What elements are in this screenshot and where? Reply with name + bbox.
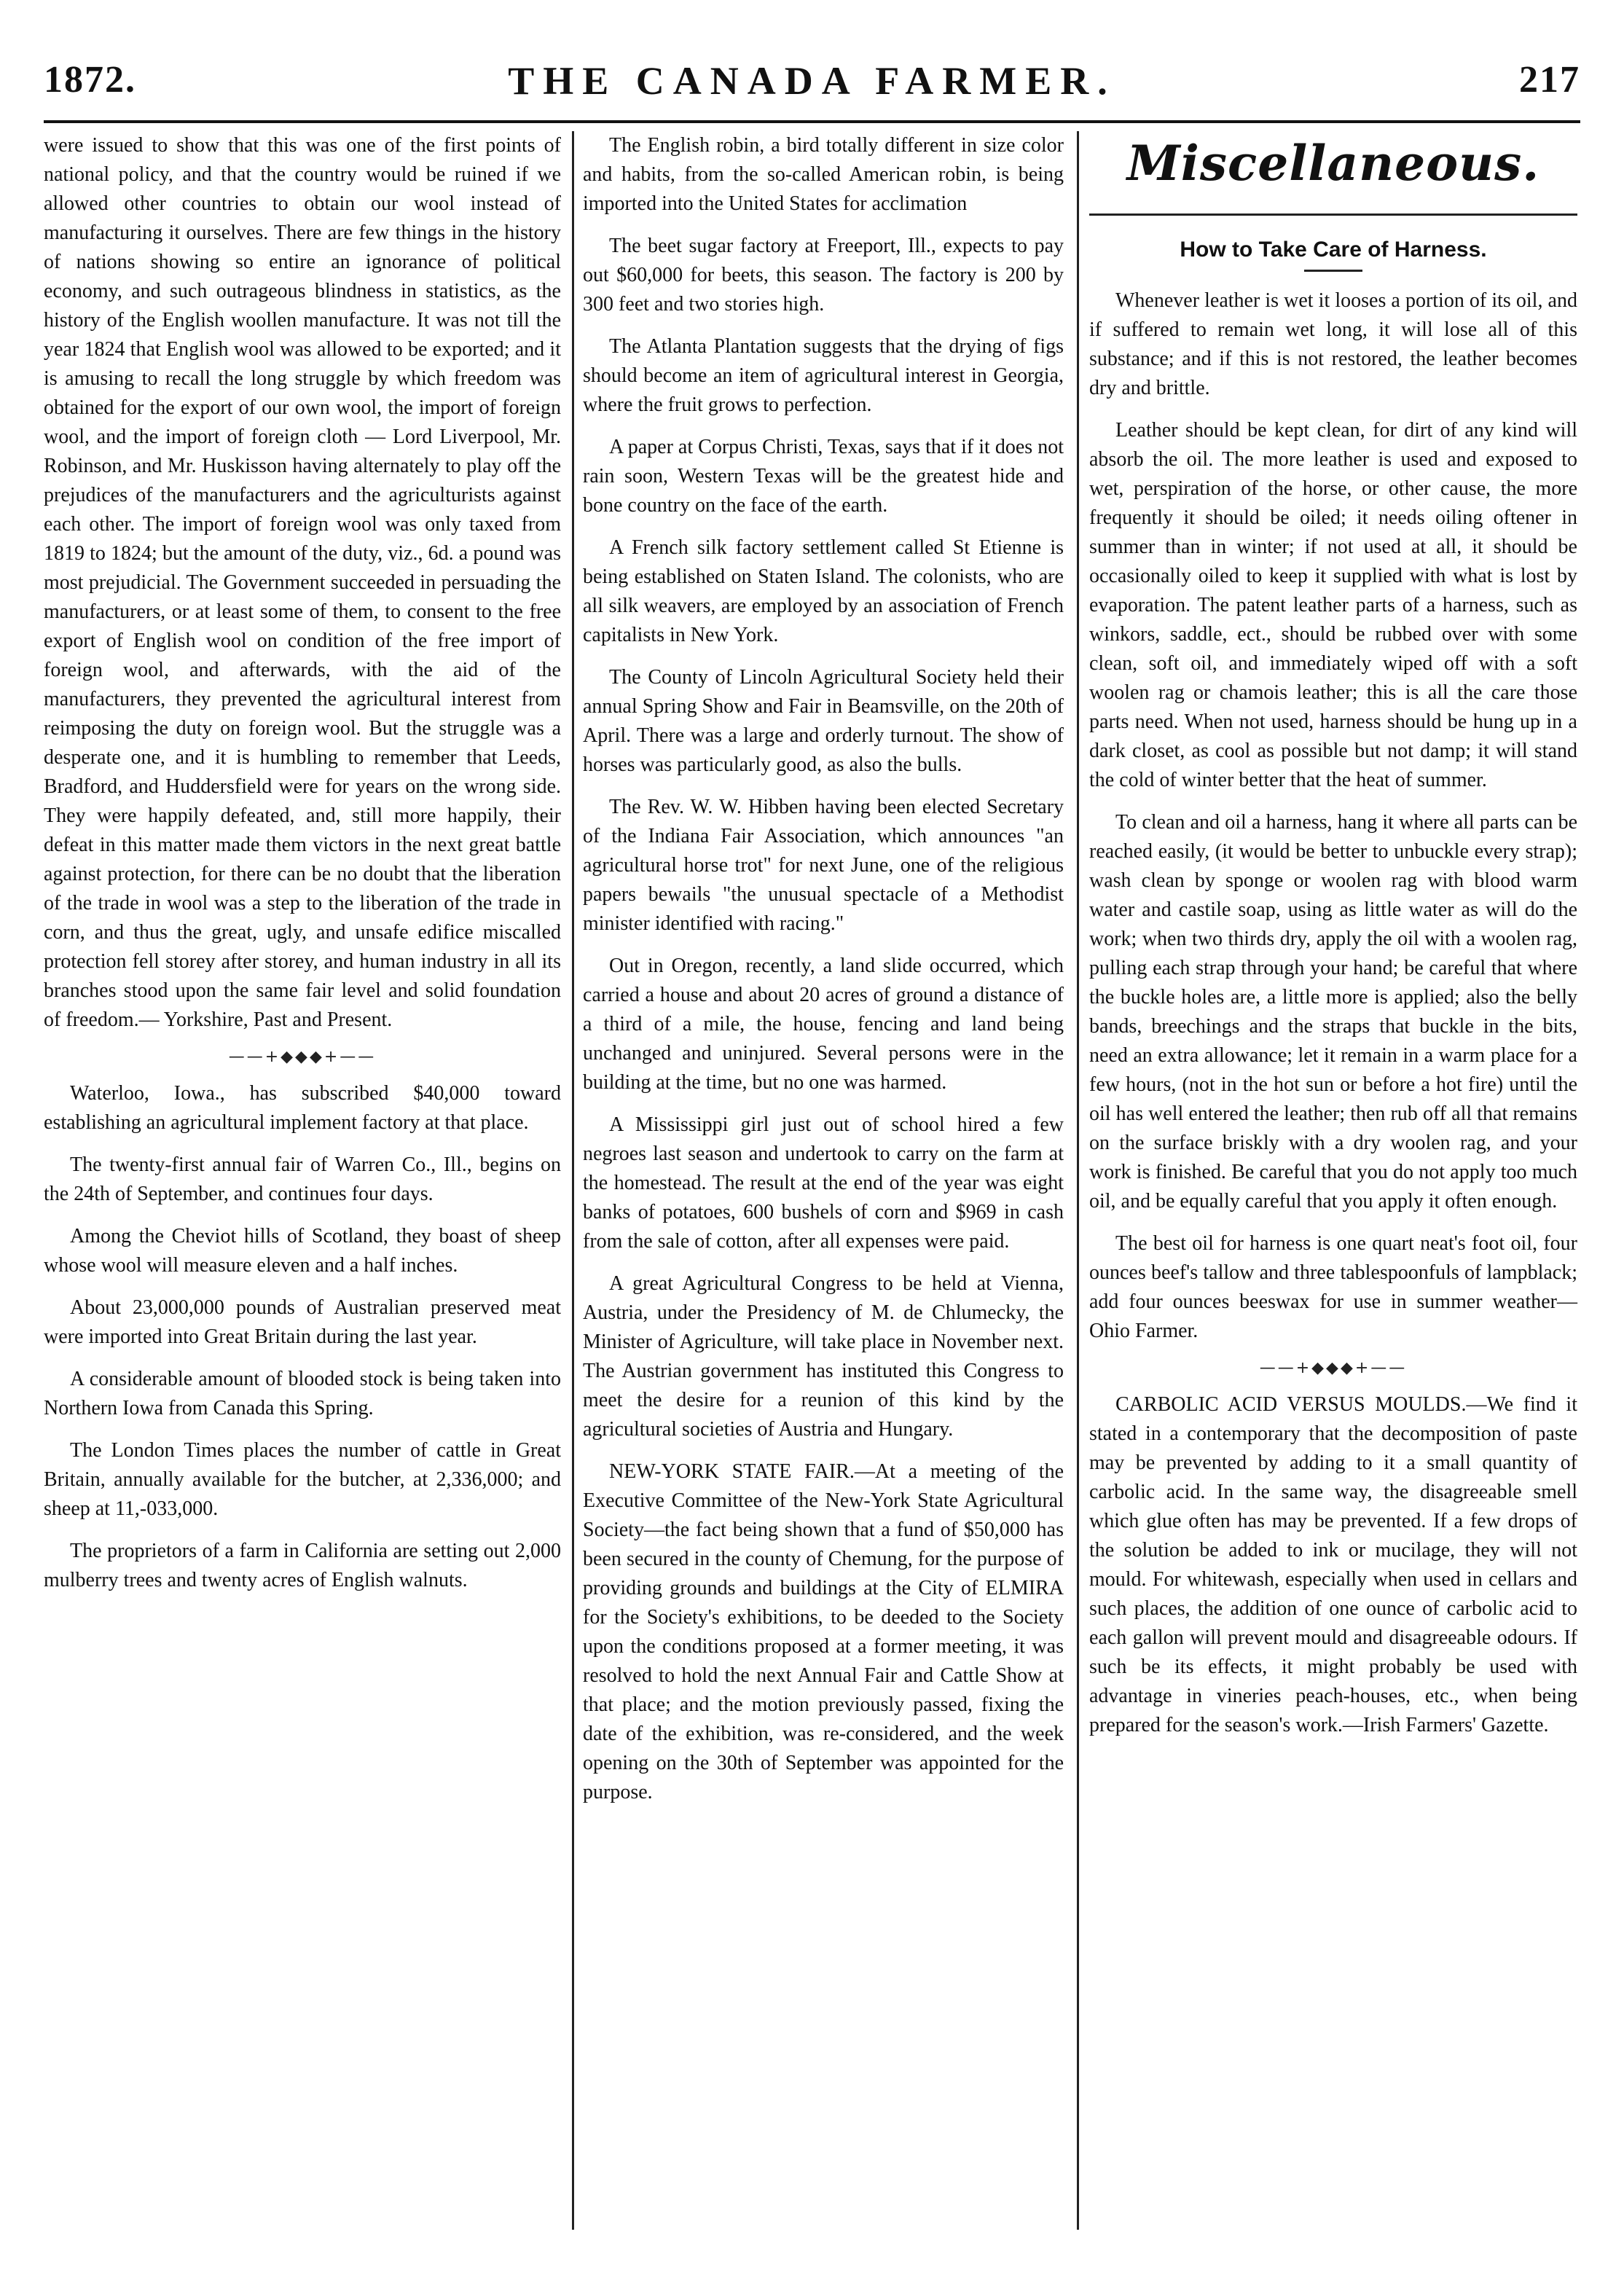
news-item: The Rev. W. W. Hibben having been elected Secretary of the Indiana Fair Association, which announces "an agricultural horse trot" for next June, one of the religious papers bewails "the unusual spectacle of a Methodist minister identified with racing." <box>583 796 1064 935</box>
news-item: A great Agricultural Congress to be held at Vienna, Austria, under the Presidency of M. de Chlumecky, the Minister of Agriculture, will take place in November next. The Austrian government has instituted this Congress to meet the desire for a reunion of this kind by the agricultural societies of Austria and Hungary. <box>583 1272 1064 1441</box>
news-item: A French silk factory settlement called St Etienne is being established on Staten Island. The colonists, who are all silk weavers, are employed by an association of French capitalists in New York. <box>583 536 1064 646</box>
news-item: The beet sugar factory at Freeport, Ill., expects to pay out $60,000 for beets, this season. The factory is 200 by 300 feet and two stories high. <box>583 235 1064 316</box>
header-year: 1872. <box>44 59 136 101</box>
news-item: The twenty-first annual fair of Warren Co., Ill., begins on the 24th of September, and continues four days. <box>44 1153 561 1205</box>
article-paragraph: Leather should be kept clean, for dirt of any kind will absorb the oil. The more leather is used and exposed to wet, perspiration of the horse, or other cause, the more frequently it should be oiled; it needs oiling oftener in summer than in winter; if not used at all, it should be occasionally oiled to keep it supplied with what is lost by evaporation. The patent leather parts of a harness, such as winkors, saddle, ect., should be rubbed over with some clean, soft oil, and immediately wiped off with a soft woolen rag or chamois leather; this is all the care those parts need. When not used, harness should be hung up in a dark closet, as cool as possible but not damp; it will stand the cold of winter better that the heat of summer. <box>1089 419 1577 791</box>
news-item: A paper at Corpus Christi, Texas, says that if it does not rain soon, Western Texas will be the greatest hide and bone country on the face of the earth. <box>583 436 1064 517</box>
article-paragraph: The best oil for harness is one quart neat's foot oil, four ounces beef's tallow and three tablespoonfuls of lampblack; add four ounces beeswax for use in summer weather—Ohio Farmer. <box>1089 1232 1577 1342</box>
column-1 <box>44 131 561 1608</box>
news-item: The Atlanta Plantation suggests that the drying of figs should become an item of agricultural interest in Georgia, where the fruit grows to perfection. <box>583 335 1064 416</box>
section-rule <box>1089 213 1577 216</box>
article-title: How to Take Care of Harness. <box>1180 238 1487 262</box>
article-paragraph: To clean and oil a harness, hang it where all parts can be reached easily, (it would be better to unbuckle every strap); wash clean by sponge or woolen rag with blood warm water and castile soap, using as little water as will do the work; when two thirds dry, apply the oil with a woolen rag, pulling each strap through your hand; be careful that where the buckle holes are, a little more is applied; also the belly bands, breechings and the straps that buckle in the bits, need an extra allowance; let it remain in a warm place for a few hours, (not in the hot sun or before a hot fire) until the oil has well entered the leather; then rub off all that remains on the surface briskly with a dry woolen rag, and your work is finished. Be careful that you do not apply too much oil, and be equally careful that you apply it often enough. <box>1089 811 1577 1213</box>
news-item: A considerable amount of blooded stock is being taken into Northern Iowa from Canada this Spring. <box>44 1368 561 1419</box>
article-paragraph: were issued to show that this was one of the first points of national policy, and that the country would be ruined if we allowed other countries to obtain our wool instead of manufacturing it ourselves. There are few things in the history of nations showing so entire an ignorance of political economy, and such outrageous blindness in statistics, as the history of the English woollen manufacture. It was not till the year 1824 that English wool was allowed to be exported; and it is amusing to recall the long struggle by which freedom was obtained for the export of our own wool, the import of foreign wool, and the import of foreign cloth — Lord Liverpool, Mr. Robinson, and Mr. Huskisson having alternately to play off the prejudices of the manufacturers and the agriculturists against each other. The import of foreign wool was only taxed from 1819 to 1824; but the amount of the duty, viz., 6d. a pound was most prejudicial. The Government succeeded in persuading the manufacturers, or at least some of them, to consent to the free export of English wool on condition of the free import of foreign wool, and afterwards, with the aid of the manufacturers, they prevented the agricultural interest from reimposing the duty on foreign wool. But the struggle was a desperate one, and it is humbling to remember that Leeds, Bradford, and Huddersfield were for years on the wrong side. They were happily defeated, and, still more happily, their defeat in this matter made them victors in the next great battle against protection, for there can be no doubt that the liberation of the trade in wool was a step to the liberation of the trade in corn, and thus the great, ugly, and unsafe edifice miscalled protection fell storey after storey, and human industry in all its branches stood upon the same fair level and solid foundation of freedom.— Yorkshire, Past and Present. <box>44 134 561 1031</box>
news-item: Among the Cheviot hills of Scotland, they boast of sheep whose wool will measure eleven and a half inches. <box>44 1225 561 1277</box>
news-item: The London Times places the number of cattle in Great Britain, annually available for the butcher, at 2,336,000; and sheep at 11,-033,000. <box>44 1439 561 1520</box>
column-divider <box>572 131 574 2230</box>
article-paragraph: CARBOLIC ACID VERSUS MOULDS.—We find it stated in a contemporary that the decomposition of paste may be prevented by adding to it a small quantity of carbolic acid. In the same way, the disagreeable smell which glue often has may be prevented. If a few drops of the solution be added to ink or mucilage, they will not mould. For whitewash, especially when used in cellars and such places, the addition of one ounce of carbolic acid to each gallon will prevent mould and disagreeable odours. If such be its effects, it might probably be used with advantage in vineries peach-houses, etc., when being prepared for the season's work.—Irish Farmers' Gazette. <box>1089 1393 1577 1736</box>
section-title: Miscellaneous. <box>1126 135 1540 192</box>
page-header <box>44 58 1580 109</box>
news-item: The English robin, a bird totally different in size color and habits, from the so-called American robin, is being imported into the United States for acclimation <box>583 134 1064 215</box>
news-item: The County of Lincoln Agricultural Society held their annual Spring Show and Fair in Beamsville, on the 20th of April. There was a large and orderly turnout. The show of horses was particularly good, as also the bulls. <box>583 666 1064 776</box>
title-rule <box>1304 270 1362 272</box>
page-number: 217 <box>1519 59 1580 101</box>
ornament-divider: ——+◆◆◆+—— <box>1259 1359 1408 1377</box>
news-item: NEW-YORK STATE FAIR.—At a meeting of the Executive Committee of the New-York State Agricultural Society—the fact being shown that a fund of $50,000 has been secured in the county of Chemung, for the purpose of providing grounds and buildings at the City of ELMIRA for the Society's exhibitions, to be deeded to the Society upon the conditions proposed at a former meeting, it was resolved to hold the next Annual Fair and Cattle Show at that place; and the motion previously passed, fixing the date of the exhibition, was re-considered, and the week opening on the 30th of September was appointed for the purpose. <box>583 1460 1064 1803</box>
news-item: The proprietors of a farm in California are setting out 2,000 mulberry trees and twenty acres of English walnuts. <box>44 1540 561 1591</box>
news-item: A Mississippi girl just out of school hired a few negroes last season and undertook to carry on the farm at the homestead. The result at the end of the year was eight banks of potatoes, 600 bushels of corn and $969 in cash from the sale of cotton, after all expenses were paid. <box>583 1113 1064 1253</box>
news-item: Waterloo, Iowa., has subscribed $40,000 toward establishing an agricultural implement factory at that place. <box>44 1082 561 1134</box>
column-3 <box>1089 131 1577 1753</box>
ornament-divider: ——+◆◆◆+—— <box>228 1048 377 1066</box>
column-2 <box>583 131 1064 1820</box>
news-item: About 23,000,000 pounds of Australian preserved meat were imported into Great Britain during the last year. <box>44 1296 561 1348</box>
column-divider <box>1077 131 1079 2230</box>
masthead-title: THE CANADA FARMER. <box>508 59 1116 103</box>
article-paragraph: Whenever leather is wet it looses a portion of its oil, and if suffered to remain wet long, it will lose all of this substance; and if this is not restored, the leather becomes dry and brittle. <box>1089 289 1577 399</box>
header-rule <box>44 120 1580 123</box>
news-item: Out in Oregon, recently, a land slide occurred, which carried a house and about 20 acres of ground a distance of a third of a mile, the house, fencing and land being unchanged and uninjured. Several persons were in the building at the time, but no one was harmed. <box>583 955 1064 1094</box>
